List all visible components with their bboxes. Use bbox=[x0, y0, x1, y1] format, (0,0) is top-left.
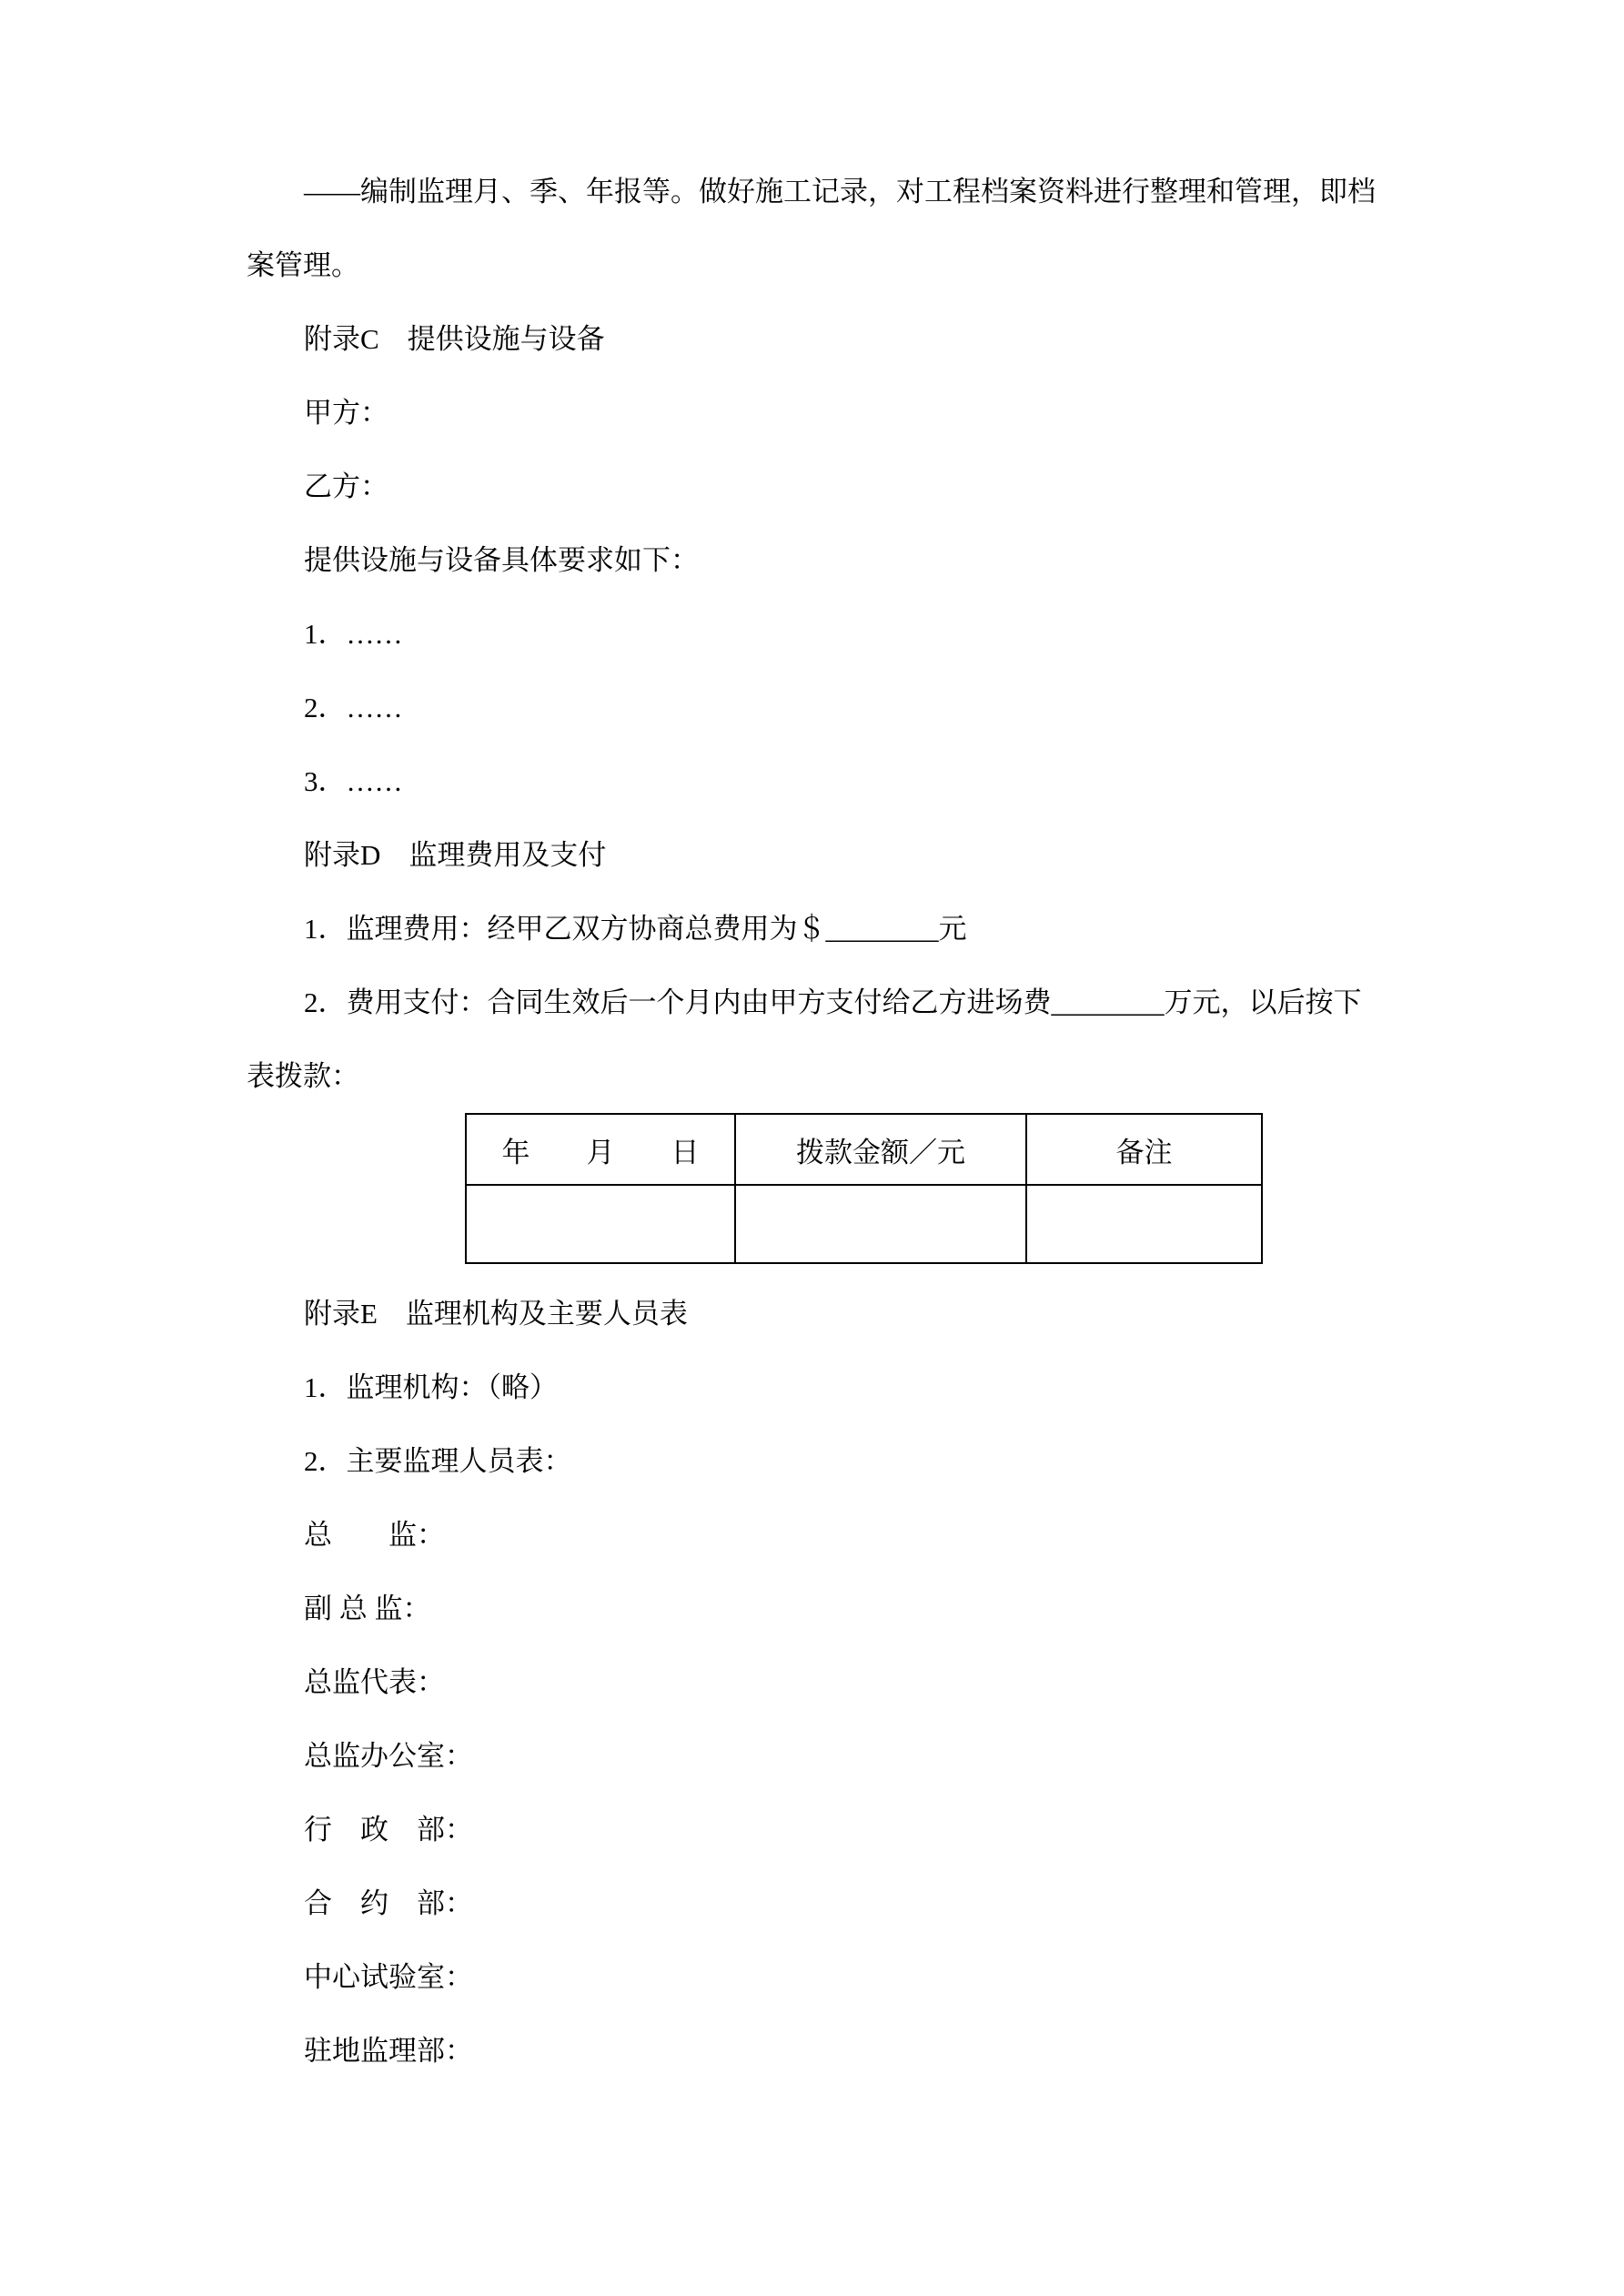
text-line: 合 约 部： bbox=[304, 1887, 473, 1919]
text-line: ——编制监理月、季、年报等。做好施工记录，对工程档案资料进行整理和管理，即档 bbox=[304, 176, 1376, 207]
table-header-date: 年 月 日 bbox=[466, 1114, 735, 1185]
text-line: 3．…… bbox=[304, 765, 403, 797]
text-line: 附录E 监理机构及主要人员表 bbox=[304, 1298, 688, 1330]
table-cell-amount bbox=[735, 1185, 1026, 1263]
text-line: 驻地监理部： bbox=[304, 2035, 473, 2067]
text-line: 表拨款： bbox=[247, 1060, 359, 1092]
text-line: 副 总 监： bbox=[304, 1593, 431, 1624]
text-line: 总 监： bbox=[304, 1519, 445, 1551]
text-line: 附录C 提供设施与设备 bbox=[304, 323, 605, 355]
text-line: 2．费用支付：合同生效后一个月内由甲方支付给乙方进场费________万元，以后按下 bbox=[304, 986, 1362, 1018]
text-line: 附录D 监理费用及支付 bbox=[304, 839, 607, 871]
payment-table-header-row bbox=[466, 1114, 1262, 1185]
text-line: 1．监理机构：（略） bbox=[304, 1371, 558, 1403]
table-header-remark: 备注 bbox=[1026, 1114, 1262, 1185]
text-line: 2．…… bbox=[304, 692, 403, 723]
text-line: 行 政 部： bbox=[304, 1814, 473, 1846]
text-line: 案管理。 bbox=[247, 249, 359, 281]
paragraphs-after-table bbox=[247, 1277, 1385, 2088]
paragraphs-before-table bbox=[247, 155, 1385, 1113]
text-line: 提供设施与设备具体要求如下： bbox=[304, 544, 699, 576]
table-cell-date bbox=[466, 1185, 735, 1263]
text-line: 总监办公室： bbox=[304, 1740, 473, 1772]
payment-schedule-table bbox=[465, 1113, 1263, 1264]
text-line: 1．…… bbox=[304, 618, 403, 650]
text-line: 中心试验室： bbox=[304, 1961, 473, 1993]
table-cell-remark bbox=[1026, 1185, 1262, 1263]
payment-table-empty-row bbox=[466, 1185, 1262, 1263]
table-header-amount: 拨款金额／元 bbox=[735, 1114, 1026, 1185]
text-line: 乙方： bbox=[304, 470, 388, 502]
text-line: 1．监理费用：经甲乙双方协商总费用为＄________元 bbox=[304, 913, 967, 945]
text-line: 2．主要监理人员表： bbox=[304, 1445, 572, 1477]
text-line: 总监代表： bbox=[304, 1666, 445, 1698]
text-line: 甲方： bbox=[304, 397, 388, 429]
